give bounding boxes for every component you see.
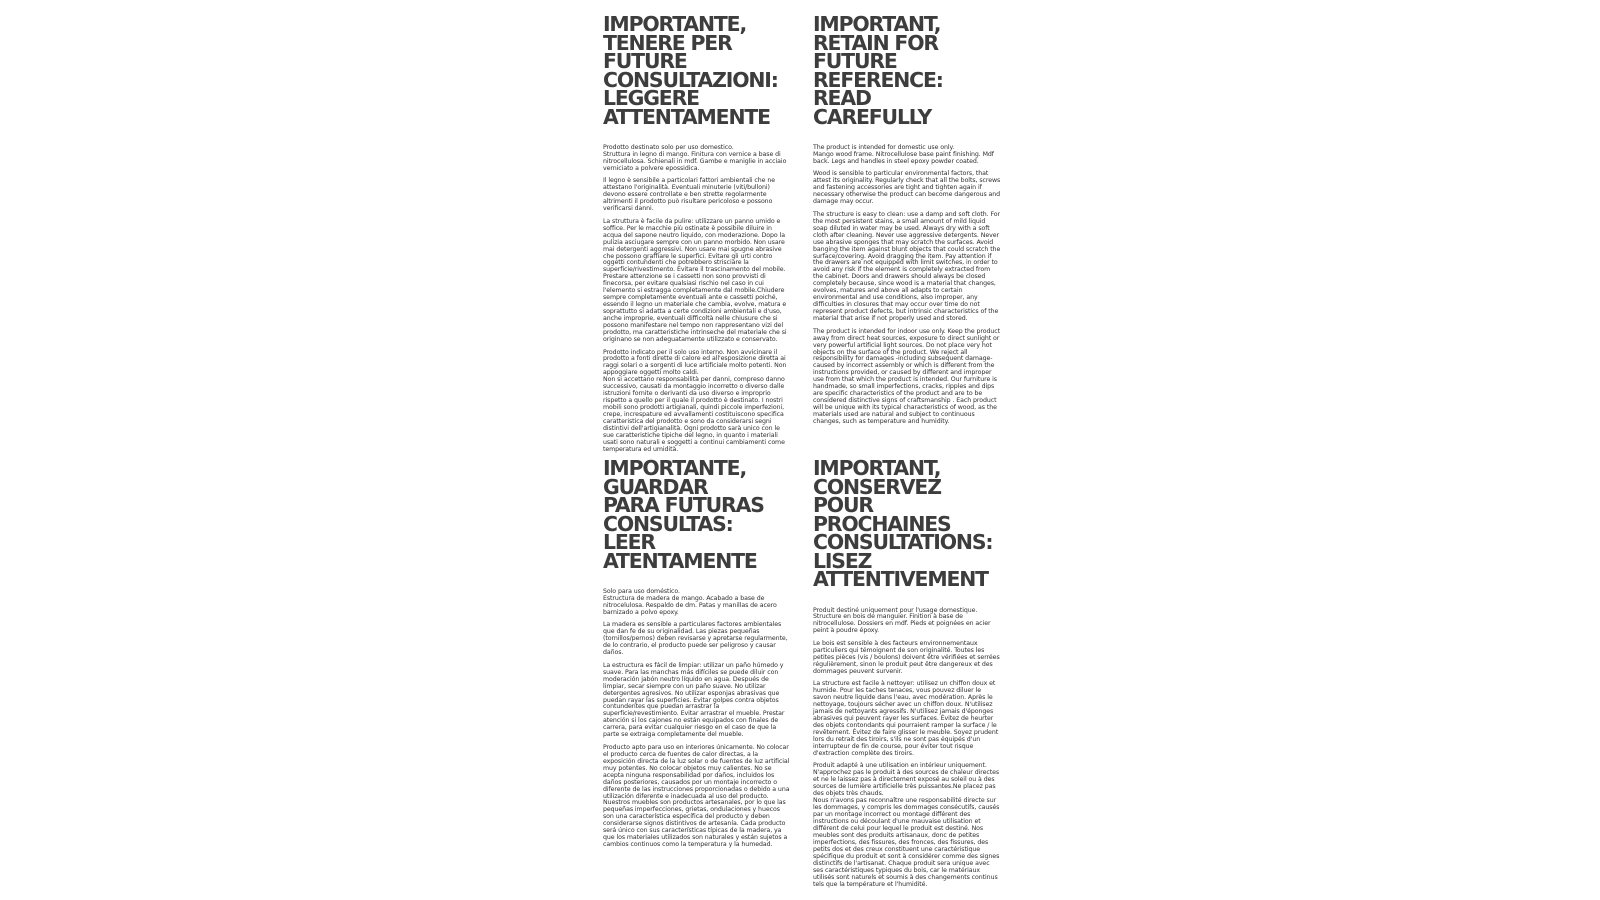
paragraph: Solo para uso doméstico. Estructura de madera de mango. Acabado a base de nitrocelulosa. Respaldo de dm. Patas y manillas de acero barnizado a polvo epoxy. xyxy=(603,588,777,616)
section-title-spanish: IMPORTANTE, GUARDAR PARA FUTURAS CONSULTAS: LEER ATENTAMENTE xyxy=(603,456,764,573)
paragraph: Il legno è sensibile a particolari fattori ambientali che ne attestano l'originalità. Eventuali minuterie (viti/bulloni) devono essere controllate e ben strette regolarmente altrimenti il prodotto può risultare pericoloso e possono verificarsi danni. xyxy=(603,177,775,213)
section-french xyxy=(813,456,1001,894)
paragraph: The product is intended for indoor use only. Keep the product away from direct heat sources, exposure to direct sunlight or very powerful artificial light sources. Do not place very hot objects on the surface of the product. We reject all responsibility for damages -including subsequent damage- caused by incorrect assembly or which is different from the instructions provided, or caused by different and improper use from that which the product is intended. Our furniture is handmade, so small imperfections, cracks, ripples and dips are specific characteristics of the product and are to be considered distinctive signs of craftsmanship . Each product will be unique with its typical characteristics of wood, as the materials used are natural and subject to continuous changes, such as temperature and humidity. xyxy=(813,327,1000,426)
paragraph: Produit adapté à une utilisation en intérieur uniquement. N'approchez pas le produit à des sources de chaleur directes et ne le laissez pas à directement exposé au soleil ou à des sources de lumière artificielle très puissantes.Ne placez pas des objets très chauds. Nous n'avons pas reconnaître une responsabilité directe sur les dommages, y compris les dommages consécutifs, causés par un montage incorrect ou montage différent des instructions ou découlant d'une mauvaise utilisation et différent de celui pour lequel le produit est destiné. Nos meubles sont des produits artisanaux, donc de petites imperfections, des fissures, des fronces, des fissures, des petits dos et des creux constituent une caractéristique spécifique du produit et sont à considérer comme des signes distinctifs de l'artisanat. Chaque produit sera unique avec ses caractéristiques typiques du bois, car le matériaux utilisés sont naturels et soumis à des changements continus tels que la température et l'humidité. xyxy=(813,762,1000,888)
section-body-spanish xyxy=(603,589,791,849)
paragraph: Producto apto para uso en interiores únicamente. No colocar el producto cerca de fuentes de calor directas, a la exposición directa de la luz solar o de fuentes de luz artificial muy potentes. No colocar objetos muy calientes. No se acepta ninguna responsabilidad por daños, incluidos los daños posteriores, causados por un montaje incorrecto o diferente de las instrucciones proporcionadas o debido a una utilización diferente e inadecuada al uso del producto. Nuestros muebles son productos artesanales, por lo que las pequeñas imperfecciones, grietas, ondulaciones y huecos son una característica específica del producto y deben considerarse signos distintivos de artesanía. Cada producto será único con sus características típicas de la madera, ya que los materiales utilizados son naturales y están sujetos a cambios continuos como la temperatura y la humedad. xyxy=(603,743,790,849)
paragraph: Wood is sensible to particular environmental factors, that attest its originality. Regularly check that all the bolts, screws and fastening accessories are tight and tighten again if necessary otherwise the product can become dangerous and damage may occur. xyxy=(813,170,1001,206)
paragraph: La structure est facile à nettoyer: utilisez un chiffon doux et humide. Pour les taches tenaces, vous pouvez diluer le savon neutre liquide dans l'eau, avec modération. Après le nettoyage, toujours sécher avec un chiffon doux. N'utilisez jamais de nettoyants agressifs. N'utilisez jamais d'éponges abrasives qui peuvent rayer les surfaces. Évitez de heurter des objets contondants qui pourraient ramper la surface / le revêtement. Évitez de faire glisser le meuble. Soyez prudent lors du retrait des tiroirs, s'ils ne sont pas équipés d'un interrupteur de fin de course, pour éviter tout risque d'extraction complète des tiroirs. xyxy=(813,680,999,757)
section-body-italian xyxy=(603,145,791,454)
section-body-english xyxy=(813,145,1001,426)
paragraph: La madera es sensible a particulares factores ambientales que dan fe de su originalidad. Las piezas pequeñas (tornillos/pernos) deben revisarse y apretarse regularmente, de lo contrario, el producto puede ser peligroso y causar daños. xyxy=(603,621,788,657)
paragraph: Le bois est sensible à des facteurs environnementaux particuliers qui témoignent de son originalité. Toutes les petites pièces (vis / boulons) doivent être vérifiées et serrées régulièrement, sinon le produit peut être dangereux et des dommages peuvent survenir. xyxy=(813,639,1000,675)
instruction-sheet xyxy=(603,0,1015,900)
section-english xyxy=(813,12,1001,432)
section-body-french xyxy=(813,608,1001,889)
paragraph: The structure is easy to clean: use a damp and soft cloth. For the most persistent stains, a small amount of mild liquid soap diluted in water may be used. Always dry with a soft cloth after cleaning. Never use aggressive detergents. Never use abrasive sponges that may scratch the surfaces. Avoid banging the item against blunt objects that could scratch the surface/covering. Avoid dragging the item. Pay attention if the drawers are not equipped with limit switches, in order to avoid any risk if the element is completely extracted from the cabinet. Doors and drawers should always be closed completely because, since wood is a material that changes, evolves, matures and above all adapts to certain environmental and use conditions, also improper, any difficulties in closures that may occur over time do not represent product defects, but intrinsic characteristics of the material that arise if not properly used and stored. xyxy=(813,210,1001,323)
section-title-french: IMPORTANT, CONSERVEZ POUR PROCHAINES CONSULTATIONS: LISEZ ATTENTIVEMENT xyxy=(813,456,993,591)
section-title-english: IMPORTANT, RETAIN FOR FUTURE REFERENCE: READ CAREFULLY xyxy=(813,12,943,129)
paragraph: La struttura è facile da pulire: utilizzare un panno umido e soffice. Per le macchie più ostinate è possibile diluire in acqua del sapone neutro liquido, con moderazione. Dopo la pulizia asciugare sempre con un panno morbido. Non usare mai detergenti aggressivi. Non usare mai spugne abrasive che possono graffiare le superfici. Evitare gli urti contro oggetti contundenti che potrebbero strisciare la superficie/rivestimento. Evitare il trascinamento del mobile. Prestare attenzione se i cassetti non sono provvisti di finecorsa, per evitare qualsiasi rischio nel caso in cui l'elemento si estragga completamente dal mobile.Chiudere sempre completamente eventuali ante e cassetti poiché, essendo il legno un materiale che cambia, evolve, matura e soprattutto si adatta a certe condizioni ambientali e d'uso, anche improprie, eventuali difficoltà nelle chiusure che si possono manifestare nel tempo non rappresentano vizi del prodotto, ma caratteristiche intrinseche del materiale che si originano se non adeguatamente utilizzato e conservato. xyxy=(603,217,787,343)
section-spanish xyxy=(603,456,791,855)
paragraph: Produit destiné uniquement pour l'usage domestique. Structure en bois de manguier. Finition à base de nitrocellulose. Dossiers en mdf. Pieds et poignées en acier peint à poudre époxy. xyxy=(813,606,991,635)
section-title-italian: IMPORTANTE, TENERE PER FUTURE CONSULTAZIONI: LEGGERE ATTENTAMENTE xyxy=(603,12,778,129)
paragraph: La estructura es fácil de limpiar: utilizar un paño húmedo y suave. Para las manchas más difíciles se puede diluir con moderación jabón neutro líquido en agua. Después de limpiar, secar siempre con un paño suave. No utilizar detergentes agresivos. No utilizar esponjas abrasivas que puedan rayar las superficies. Evitar golpes contra objetos contundentes que puedan arrastrar la superficie/revestimiento. Evitar arrastrar el mueble. Prestar atención si los cajones no están equipados con finales de carrera, para evitar cualquier riesgo en el caso de que la parte se extraiga completamente del mueble. xyxy=(603,661,785,739)
paragraph: The product is intended for domestic use only. Mango wood frame. Nitrocellulose base paint finishing. Mdf back. Legs and handles in steel epoxy powder coated. xyxy=(813,144,994,165)
paragraph: Prodotto indicato per il solo uso interno. Non avvicinare il prodotto a fonti dirette di calore ed all'esposizione diretta ai raggi solari o a sorgenti di luce artificiale molto potenti. Non appoggiare oggetti molto caldi. Non si accettano responsabilità per danni, compreso danno successivo, causati da montaggio incorretto o diverso dalle istruzioni fornite o derivanti da uso diverso e improprio rispetto a quello per il quale il prodotto è destinato. I nostri mobili sono prodotti artigianali, quindi piccole imperfezioni, crepe, increspature ed avvallamenti costituiscono specifica caratteristica del prodotto e sono da considerarsi segni distintivi dell'artigianalità. Ogni prodotto sarà unico con le sue caratteristiche tipiche del legno, in quanto i materiali usati sono naturali e soggetti a continui cambiamenti come temperatura ed umidità. xyxy=(603,348,787,453)
section-italian xyxy=(603,12,791,459)
paragraph: Prodotto destinato solo per uso domestico. Struttura in legno di mango. Finitura con vernice a base di nitrocellulosa. Schienali in mdf. Gambe e maniglie in acciaio verniciato a polvere epossidica. xyxy=(603,144,787,172)
